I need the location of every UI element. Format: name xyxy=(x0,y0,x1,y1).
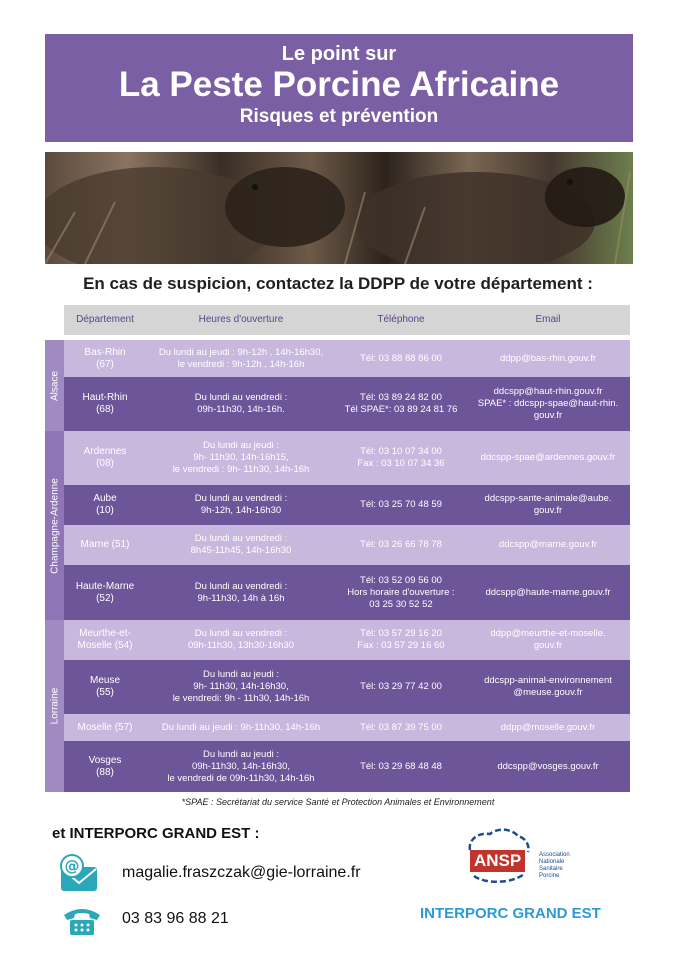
table-row xyxy=(64,485,630,525)
region-label-lorraine: Lorraine xyxy=(45,620,64,792)
cell-department: Aube (10) xyxy=(93,493,117,516)
cell-department: Marne (51) xyxy=(80,539,130,550)
interporc-logo-text: INTERPORC GRAND EST xyxy=(420,905,601,922)
cell-department: Bas-Rhin (67) xyxy=(84,346,126,370)
table-row xyxy=(64,565,630,620)
cell-hours: Du lundi au jeudi : 9h- 11h30, 14h-16h30, le vendredi: 9h - 11h30, 14h-16h xyxy=(172,669,310,704)
cell-email: ddcspp@haute-marne.gouv.fr xyxy=(485,586,611,598)
cell-department: Moselle (57) xyxy=(77,721,133,733)
region-label-champagne-ardenne: Champagne-Ardenne xyxy=(45,431,64,620)
cell-phone: Tél: 03 29 77 42 00 xyxy=(360,681,442,692)
table-row xyxy=(64,741,630,792)
table-row xyxy=(64,660,630,714)
cell-hours: Du lundi au jeudi : 09h-11h30, 14h-16h30, le vendredi de 09h-11h30, 14h-16h xyxy=(167,748,315,784)
cell-department: Vosges (88) xyxy=(88,754,122,778)
cell-department: Haute-Marne (52) xyxy=(75,580,135,604)
table-row xyxy=(64,620,630,660)
cell-hours: Du lundi au jeudi : 9h- 11h30, 14h-16h15, le vendredi : 9h- 11h30, 14h-16h xyxy=(172,440,310,475)
cell-phone: Tél: 03 26 66 78 78 xyxy=(360,539,442,550)
contact-phone[interactable]: 03 83 96 88 21 xyxy=(122,910,229,927)
cell-hours: Du lundi au jeudi : 9h-11h30, 14h-16h xyxy=(161,721,321,733)
ansp-wordmark: ANSP xyxy=(470,850,525,872)
table-row xyxy=(64,714,630,741)
cell-department: Meurthe-et- Moselle (54) xyxy=(77,628,133,651)
header-email: Email xyxy=(535,314,561,325)
contact-title: et INTERPORC GRAND EST : xyxy=(52,825,260,842)
banner-kicker: Le point sur xyxy=(281,43,397,65)
cell-hours: Du lundi au vendredi : 09h-11h30, 14h-16h. xyxy=(194,392,288,415)
cell-department: Meuse (55) xyxy=(89,675,120,698)
email-at-icon xyxy=(58,853,102,898)
cell-phone: Tél: 03 52 09 56 00 Hors horaire d'ouverture : 03 25 30 52 52 xyxy=(347,574,455,610)
cell-email: ddpp@meurthe-et-moselle. gouv.fr xyxy=(490,628,606,651)
table-row xyxy=(64,340,630,377)
section-heading: En cas de suspicion, contactez la DDPP de votre département : xyxy=(83,274,593,293)
cell-phone: Tél: 03 25 70 48 59 xyxy=(360,499,442,510)
cell-email: ddcspp-spae@ardennes.gouv.fr xyxy=(480,452,616,463)
header-department: Département xyxy=(76,314,134,325)
region-label-alsace: Alsace xyxy=(45,340,64,431)
cell-hours: Du lundi au vendredi : 9h-12h, 14h-16h30 xyxy=(194,493,288,516)
cell-phone: Tél: 03 57 29 16 20 Fax : 03 57 29 16 60 xyxy=(357,628,445,651)
header-hours: Heures d'ouverture xyxy=(198,314,284,325)
cell-hours: Du lundi au vendredi : 09h-11h30, 13h30-16h30 xyxy=(187,628,294,651)
ansp-logo xyxy=(464,828,584,890)
cell-department: Ardennes (08) xyxy=(83,446,127,469)
cell-phone: Tél: 03 89 24 82 00 Tél SPAE*: 03 89 24 81 76 xyxy=(344,392,458,415)
cell-phone: Tél: 03 88 88 86 00 xyxy=(360,352,442,364)
ansp-subtitle: Association Nationale Sanitaire Porcine xyxy=(539,852,570,879)
cell-phone: Tél: 03 29 68 48 48 xyxy=(360,760,442,772)
banner-title: La Peste Porcine Africaine xyxy=(118,65,560,104)
cell-email: ddcspp@marne.gouv.fr xyxy=(498,539,598,550)
cell-phone: Tél: 03 10 07 34 00 Fax : 03 10 07 34 36 xyxy=(357,446,445,469)
svg-text:@: @ xyxy=(64,857,80,875)
telephone-icon xyxy=(62,905,102,942)
cell-department: Haut-Rhin (68) xyxy=(82,392,128,415)
cell-email: ddcspp@haut-rhin.gouv.fr SPAE* : ddcspp-spae@haut-rhin. gouv.fr xyxy=(477,386,619,421)
cell-phone: Tél: 03 87 39 75 00 xyxy=(360,721,442,733)
cell-email: ddcspp-sante-animale@aube. gouv.fr xyxy=(484,493,612,516)
banner-subtitle: Risques et prévention xyxy=(239,106,439,127)
wild-boar-photo xyxy=(45,152,633,264)
table-row xyxy=(64,525,630,565)
footnote: *SPAE : Secrétariat du service Santé et Protection Animales et Environnement xyxy=(181,797,495,807)
title-banner xyxy=(45,34,633,142)
cell-email: ddpp@bas-rhin.gouv.fr xyxy=(499,352,597,364)
header-phone: Téléphone xyxy=(377,314,425,325)
cell-email: ddcspp-animal-environnement @meuse.gouv.fr xyxy=(484,675,612,698)
cell-email: ddcspp@vosges.gouv.fr xyxy=(497,760,599,772)
table-row xyxy=(64,431,630,485)
cell-hours: Du lundi au vendredi : 9h-11h30, 14h à 16h xyxy=(194,580,288,604)
cell-hours: Du lundi au vendredi : 8h45-11h45, 14h-16h30 xyxy=(190,533,292,556)
cell-email: ddpp@moselle.gouv.fr xyxy=(500,721,596,733)
contact-email[interactable]: magalie.fraszczak@gie-lorraine.fr xyxy=(122,864,361,881)
table-header xyxy=(64,305,630,335)
cell-hours: Du lundi au jeudi : 9h-12h , 14h-16h30, le vendredi : 9h-12h , 14h-16h xyxy=(158,346,324,370)
table-row xyxy=(64,377,630,431)
